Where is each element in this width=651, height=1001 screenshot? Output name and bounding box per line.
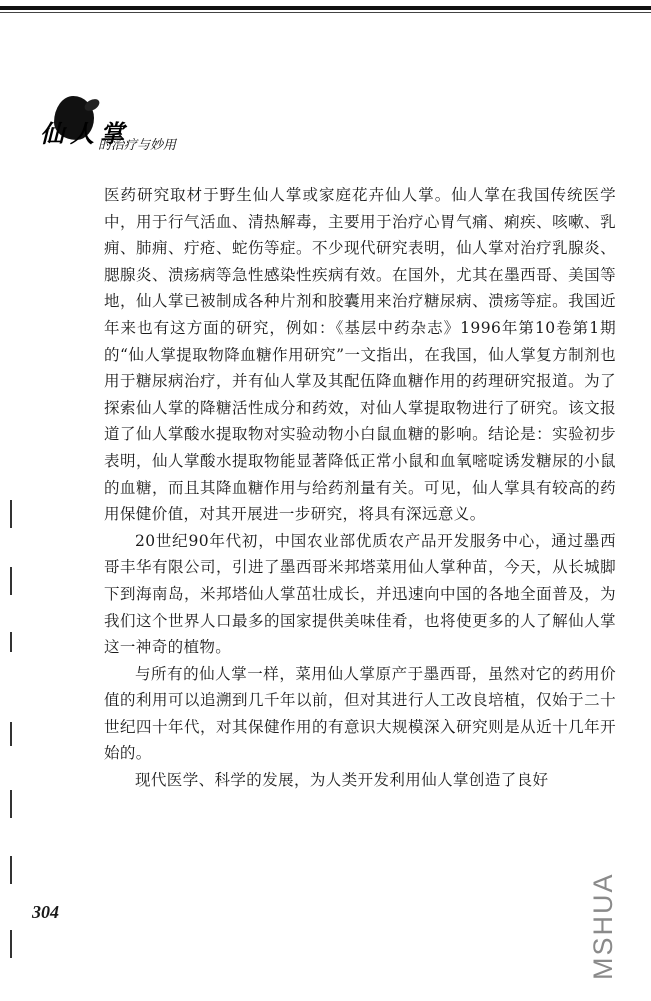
top-border-rule [0, 6, 651, 10]
scan-edge-mark [10, 632, 12, 652]
page-number: 304 [32, 902, 59, 922]
scan-edge-mark [10, 930, 12, 958]
scan-edge-mark [10, 722, 12, 746]
watermark: MSHUA [588, 872, 618, 980]
scan-edge-mark [10, 856, 12, 884]
paragraph-4: 现代医学、科学的发展，为人类开发利用仙人掌创造了良好 [135, 771, 549, 790]
top-border-rule-thin [0, 12, 651, 13]
scan-edge-mark [10, 500, 12, 528]
running-header [40, 96, 240, 156]
scan-edge-mark [10, 790, 12, 818]
scan-edge-mark [10, 567, 12, 595]
paragraph-1: 医药研究取材于野生仙人掌或家庭花卉仙人掌。仙人掌在我国传统医学中，用于行气活血、清热解毒，主要用于治疗心胃气痛、痢疾、咳嗽、乳痈、肺痈、疔疮、蛇伤等症。不少现代研究表明，仙人掌对治疗乳腺炎、腮腺炎、溃疡病等急性感染性疾病有效。在国外，尤其在墨西哥、美国等地，仙人掌已被制成各种片剂和胶囊用来治疗糖尿病、溃疡等症。我国近年来也有这方面的研究，例如：《基层中药杂志》1996年第10卷第1期的“仙人掌提取物降血糖作用研究”一文指出，在我国，仙人掌复方制剂也用于糖尿病治疗，并有仙人掌及其配伍降血糖作用的药理研究报道。为了探索仙人掌的降糖活性成分和药效，对仙人掌提取物进行了研究。该文报道了仙人掌酸水提取物对实验动物小白鼠血糖的影响。结论是：实验初步表明，仙人掌酸水提取物能显著降低正常小鼠和血氧嘧啶诱发糖尿的小鼠的血糖，而且其降血糖作用与给药剂量有关。可见，仙人掌具有较高的药用保健价值，对其开展进一步研究，将具有深远意义。 [104, 186, 616, 524]
header-title: 仙人掌 [40, 119, 130, 148]
paragraph-2: 20世纪90年代初，中国农业部优质农产品开发服务中心，通过墨西哥丰华有限公司，引进了墨西哥米邦塔菜用仙人掌种苗，今天，从长城脚下到海南岛，米邦塔仙人掌茁壮成长，并迅速向中国的各地全面普及，为我们这个世界人口最多的国家提供美味佳肴，也将使更多的人了解仙人掌这一神奇的植物。 [104, 531, 616, 657]
paragraph-3: 与所有的仙人掌一样，菜用仙人掌原产于墨西哥，虽然对它的药用价值的利用可以追溯到几千年以前，但对其进行人工改良培植，仅始于二十世纪四十年代，对其保健作用的有意识大规模深入研究则是从近十几年开始的。 [104, 664, 616, 763]
header-subtitle: 的治疗与妙用 [98, 138, 177, 153]
body-text [104, 182, 616, 794]
